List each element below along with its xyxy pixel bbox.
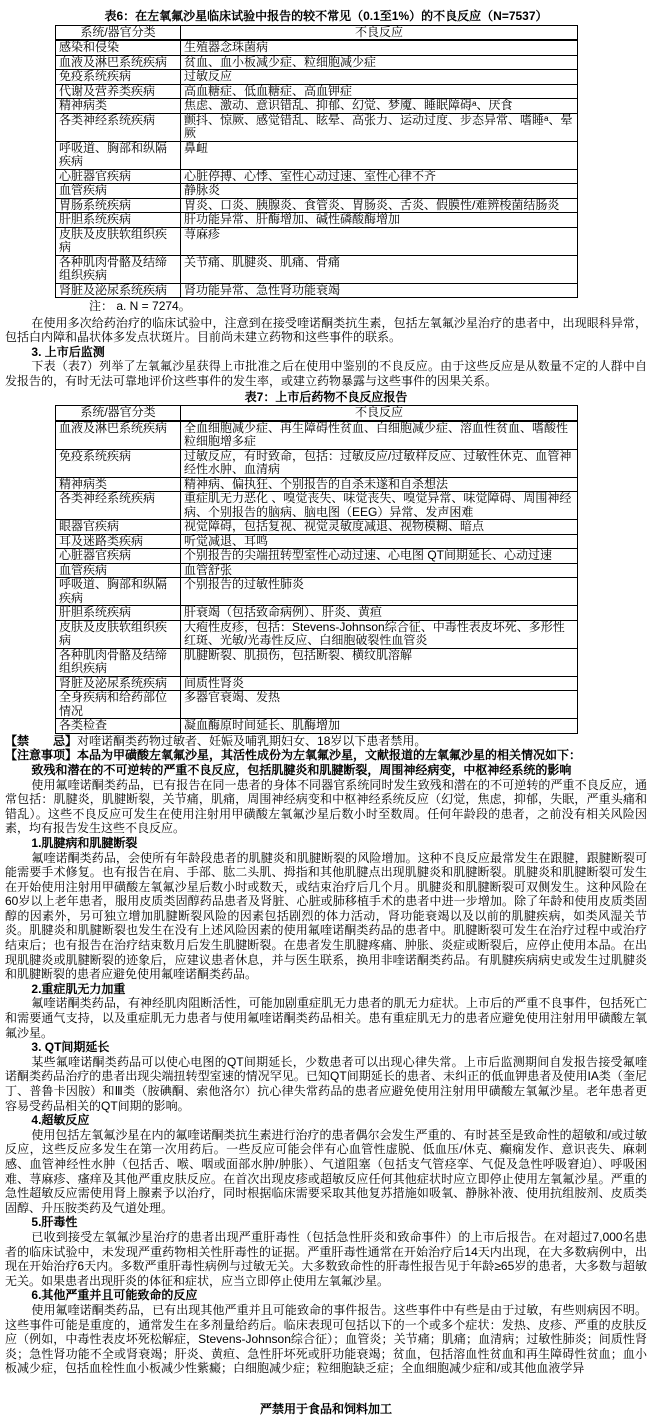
section-heading-hepatotoxicity: 5.肝毒性: [31, 1215, 78, 1230]
organ-cell: 各类检查: [56, 719, 181, 734]
reactions-cell: 大疱性皮疹，包括：Stevens-Johnson综合征、中毒性表皮坏死、多形性红斑、光敏/光毒性反应、白细胞破裂性血管炎: [181, 620, 578, 648]
organ-cell: 血液及淋巴系统疾病: [56, 55, 181, 70]
table-row: [56, 477, 578, 492]
table-row: [56, 719, 578, 734]
section-heading-other-serious: 6.其他严重并且可能致命的反应: [31, 1288, 198, 1303]
table7: [55, 405, 578, 734]
table-row: [56, 578, 578, 606]
section-heading-myasthenia: 2.重症肌无力加重: [31, 981, 126, 996]
precautions-subtitle: 致残和潜在的不可逆转的严重不良反应，包括肌腱炎和肌腱断裂，周围神经病变，中枢神经系统的影响: [31, 762, 572, 777]
reactions-cell: 重症肌无力恶化 、嗅觉丧失、味觉丧失、嗅觉异常、味觉障碍、周围神经病、个别报告的脑病、脑电图（EEG）异常、发声困难: [181, 492, 578, 520]
table6-footnote: 注： a. N = 7274。: [89, 299, 191, 314]
section-heading-postmarketing: 3. 上市后监测: [31, 344, 105, 359]
section-body-tendinopathy: 氟喹诺酮类药品，会使所有年龄段患者的肌腱炎和肌腱断裂的风险增加。这种不良反应最常发生在跟腱，跟腱断裂可能需要手术修复。也有报告在肩、手部、肱二头肌、拇指和其他肌腱点出现肌腱炎和肌腱断裂。肌腱炎和肌腱断裂可发生在开始使用注射用甲磺酸左氧氟沙星后数小时或数天，或结束治疗后几个月。肌腱炎和肌腱断裂可双侧发生。这种风险在60岁以上老年患者，服用皮质类固醇药品患者及肾脏、心脏或肺移植手术的患者中进一步增加。除了年龄和使用皮质类固醇的因素外，另可独立增加肌腱断裂风险的因素包括剧烈的体力活动，肾功能衰竭以及以前的肌腱疾病，如类风湿关节炎。肌腱炎和肌腱断裂也发生在没有上述风险因素的使用氟喹诺酮类药品的患者中。肌腱断裂可发生在治疗过程中或治疗结束后；也有报告在治疗结束数月后发生肌腱断裂。在患者发生肌腱疼痛、肿胀、炎症或断裂后，应停止使用本品。在出现肌腱炎或肌腱断裂的迹象后，应建议患者休息，并与医生联系，换用非喹诺酮类药品。有肌腱疾病病史或发生过肌腱炎和肌腱断裂的患者应避免使用氟喹诺酮类药品。: [5, 850, 647, 982]
table6-title: 表6：在左氧氟沙星临床试验中报告的较不常见（0.1至1%）的不良反应（N=7537）: [104, 9, 548, 23]
organ-cell: 呼吸道、胸部和纵隔疾病: [56, 578, 181, 606]
table7-header-row: [56, 406, 578, 421]
reactions-cell: 多器官衰竭、发热: [181, 691, 578, 719]
table-row: [56, 534, 578, 549]
organ-cell: 血液及淋巴系统疾病: [56, 421, 181, 450]
reactions-cell: 鼻衄: [181, 141, 578, 169]
column-header-organ: 系统/器官分类: [56, 406, 181, 421]
reactions-cell: 过敏反应，有时致命，包括：过敏反应/过敏样反应、过敏性休克、血管神经性水肿、血清病: [181, 449, 578, 477]
contraindication-text: 对喹诺酮类药物过敏者、妊娠及哺乳期妇女、18岁以下患者禁用。: [77, 733, 427, 748]
organ-cell: 各类神经系统疾病: [56, 492, 181, 520]
organ-cell: 眼器官疾病: [56, 520, 181, 535]
precautions-label: 【注意事项】: [5, 748, 78, 763]
reactions-cell: 生殖器念珠菌病: [181, 40, 578, 55]
table-row: [56, 492, 578, 520]
reactions-cell: 过敏反应: [181, 70, 578, 85]
column-header-organ: 系统/器官分类: [56, 25, 181, 40]
organ-cell: 肝胆系统疾病: [56, 213, 181, 228]
organ-cell: 心脏器官疾病: [56, 549, 181, 564]
section-body-qt-prolongation: 某些氟喹诺酮类药品可以使心电图的QT间期延长，少数患者可以出现心律失常。上市后监测期间自发报告接受氟喹诺酮类药品治疗的患者出现尖端扭转型室速的情况罕见。已知QT间期延长的患者、未纠正的低血钾患者及使用IA类（奎尼丁、普鲁卡因胺）和Ⅲ类（胺碘酮、索他洛尔）抗心律失常药品的患者应避免使用注射用甲磺酸左氧氟沙星。老年患者更容易受药品相关的QT间期的影响。: [5, 1054, 647, 1113]
organ-cell: 免疫系统疾病: [56, 449, 181, 477]
table-row: [56, 113, 578, 141]
organ-cell: 代谢及营养类疾病: [56, 84, 181, 99]
organ-cell: 呼吸道、胸部和纵隔疾病: [56, 141, 181, 169]
table-row: [56, 520, 578, 535]
organ-cell: 免疫系统疾病: [56, 70, 181, 85]
paragraph-ocular-findings: 在使用多次给药治疗的临床试验中，注意到在接受喹诺酮类抗生素，包括左氧氟沙星治疗的患者中，出现眼科异常，包括白内障和晶状体多发点状斑片。目前尚未建立药物和这些事件的联系。: [5, 315, 647, 345]
reactions-cell: 颤抖、惊厥、感觉错乱、眩晕、高张力、运动过度、步态异常、嗜睡ᵃ、晕厥: [181, 113, 578, 141]
organ-cell: 肝胆系统疾病: [56, 606, 181, 621]
reactions-cell: 肌腱断裂、肌损伤，包括断裂、横纹肌溶解: [181, 648, 578, 676]
reactions-cell: 视觉障碍，包括复视、视觉灵敏度减退、视物模糊、暗点: [181, 520, 578, 535]
reactions-cell: 肝衰竭（包括致命病例）、肝炎、黄疸: [181, 606, 578, 621]
reactions-cell: 焦虑、激动、意识错乱、抑郁、幻觉、梦魇、睡眠障碍ᵃ、厌食: [181, 99, 578, 114]
organ-cell: 各种肌肉骨骼及结缔组织疾病: [56, 648, 181, 676]
section-heading-hypersensitivity: 4.超敏反应: [31, 1113, 90, 1128]
table-row: [56, 606, 578, 621]
reactions-cell: 关节痛、肌腱炎、肌痛、骨痛: [181, 255, 578, 283]
organ-cell: 全身疾病和给药部位情况: [56, 691, 181, 719]
organ-cell: 感染和侵染: [56, 40, 181, 55]
table-row: [56, 283, 578, 298]
table7-title: 表7：上市后药物不良反应报告: [244, 389, 408, 404]
section-body-myasthenia: 氟喹诺酮类药品，有神经肌肉阻断活性，可能加剧重症肌无力患者的肌无力症状。上市后的严重不良事件，包括死亡和需要通气支持，以及重症肌无力患者与使用氟喹诺酮类药品相关。患有重症肌无力的患者应避免使用注射用甲磺酸左氧氟沙星。: [5, 996, 647, 1040]
reactions-cell: 肝功能异常、肝酶增加、碱性磷酸酶增加: [181, 213, 578, 228]
section-body-hypersensitivity: 使用包括左氧氟沙星在内的氟喹诺酮类抗生素进行治疗的患者偶尔会发生严重的、有时甚至是致命性的超敏和/或过敏反应，这些反应多发生在第一次用药后。一些反应可能会伴有心血管性虚脱、低血压/休克、癫痫发作、意识丧失、麻刺感、血管神经性水肿（包括舌、喉、咽或面部水肿/肿胀）、气道阻塞（包括支气管痉挛、气促及急性呼吸窘迫）、呼吸困难、荨麻疹、瘙痒及其他严重皮肤反应。在首次出现皮疹或超敏反应任何其他症状时应立即停止使用左氧氟沙星。严重的急性超敏反应需使用肾上腺素予以治疗，同时根据临床需要采取其他复苏措施如吸氧、静脉补液、使用抗组胺剂、皮质类固醇、升压胺类药及气道处理。: [5, 1127, 647, 1215]
table-row: [56, 421, 578, 450]
organ-cell: 皮肤及皮肤软组织疾病: [56, 227, 181, 255]
contraindication-label: 【禁 忌】: [5, 733, 78, 748]
table-row: [56, 99, 578, 114]
reactions-cell: 个别报告的尖端扭转型室性心动过速、心电图 QT间期延长、心动过速: [181, 549, 578, 564]
organ-cell: 胃肠系统疾病: [56, 198, 181, 213]
paragraph-table7-intro: 下表（表7）列举了左氧氟沙星获得上市批准之后在使用中鉴别的不良反应。由于这些反应是从数量不定的人群中自发报告的，有时无法可靠地评价这些事件的发生率，或建立药物暴露与这些事件的因果关系。: [5, 359, 647, 389]
section-body-hepatotoxicity: 已收到接受左氧氟沙星治疗的患者出现严重肝毒性（包括急性肝炎和致命事件）的上市后报告。在对超过7,000名患者的临床试验中，未发现严重药物相关性肝毒性的证据。严重肝毒性通常在开始治疗后14天内出现，在大多数病例中，出现在开始治疗6天内。多数严重肝毒性病例与过敏无关。大多数致命性的肝毒性报告见于年龄≥65岁的患者，大多数与超敏无关。如果患者出现肝炎的体征和症状，应当立即停止使用左氧氟沙星。: [5, 1229, 647, 1288]
precautions-intro-line: [5, 748, 647, 763]
reactions-cell: 静脉炎: [181, 184, 578, 199]
reactions-cell: 听觉减退、耳鸣: [181, 534, 578, 549]
table-row: [56, 70, 578, 85]
reactions-cell: 凝血酶原时间延长、肌酶增加: [181, 719, 578, 734]
table-row: [56, 549, 578, 564]
reactions-cell: 个别报告的过敏性肺炎: [181, 578, 578, 606]
table-row: [56, 169, 578, 184]
table6: [55, 25, 578, 299]
table-row: [56, 84, 578, 99]
precautions-intro-body: 使用氟喹诺酮类药品，已有报告在同一患者的身体不同器官系统同时发生致残和潜在的不可逆转的严重不良反应，通常包括：肌腱炎，肌腱断裂，关节痛，肌痛，周围神经病变和中枢神经系统反应（幻觉，焦虑，抑郁，失眠，严重头痛和错乱）。这些不良反应可发生在使用注射用甲磺酸左氧氟沙星后数小时至数周。任何年龄段的患者，之前没有相关风险因素，均有报告发生这些不良反应。: [5, 777, 647, 836]
table-row: [56, 620, 578, 648]
section-heading-qt-prolongation: 3. QT间期延长: [31, 1040, 110, 1055]
table-row: [56, 55, 578, 70]
organ-cell: 精神病类: [56, 477, 181, 492]
table-row: [56, 227, 578, 255]
reactions-cell: 心脏停搏、心悸、室性心动过速、室性心律不齐: [181, 169, 578, 184]
organ-cell: 血管疾病: [56, 563, 181, 578]
contraindication-line: [5, 734, 647, 749]
reactions-cell: 胃炎、口炎、胰腺炎、食管炎、胃肠炎、舌炎、假膜性/难辨梭菌结肠炎: [181, 198, 578, 213]
organ-cell: 各种肌肉骨骼及结缔组织疾病: [56, 255, 181, 283]
table-row: [56, 184, 578, 199]
precautions-intro-text: 本品为甲磺酸左氧氟沙星，其活性成份为左氧氟沙星，文献报道的左氧氟沙星的相关情况如下：: [77, 748, 582, 763]
reactions-cell: 精神病、偏执狂、个别报告的自杀未遂和自杀想法: [181, 477, 578, 492]
column-header-reactions: 不良反应: [181, 406, 578, 421]
table6-header-row: [56, 25, 578, 40]
organ-cell: 肾脏及泌尿系统疾病: [56, 283, 181, 298]
table-row: [56, 213, 578, 228]
organ-cell: 各类神经系统疾病: [56, 113, 181, 141]
table-row: [56, 255, 578, 283]
table-row: [56, 198, 578, 213]
column-header-reactions: 不良反应: [181, 25, 578, 40]
reactions-cell: 荨麻疹: [181, 227, 578, 255]
table-row: [56, 648, 578, 676]
reactions-cell: 全血细胞减少症、再生障碍性贫血、白细胞减少症、溶血性贫血、嗜酸性粒细胞增多症: [181, 421, 578, 450]
organ-cell: 心脏器官疾病: [56, 169, 181, 184]
section-heading-tendinopathy: 1.肌腱病和肌腱断裂: [31, 835, 138, 850]
organ-cell: 耳及迷路类疾病: [56, 534, 181, 549]
reactions-cell: 贫血、血小板减少症、粒细胞减少症: [181, 55, 578, 70]
table-row: [56, 676, 578, 691]
reactions-cell: 肾功能异常、急性肾功能衰竭: [181, 283, 578, 298]
section-body-other-serious: 使用氟喹诺酮类药品，已有出现其他严重并且可能致命的事件报告。这些事件中有些是由于过敏，有些则病因不明。这些事件可能是重度的，通常发生在多剂量给药后。临床表现可包括以下的一个或多个症状：发热、皮疹、严重的皮肤反应（例如，中毒性表皮坏死松解症，Stevens-Johnson综合征）；血管炎；关节痛；肌痛；血清病；过敏性肺炎；间质性肾炎；急性肾功能不全或肾衰竭；肝炎、黄疸、急性肝坏死或肝功能衰竭；贫血，包括溶血性贫血和再生障碍性贫血；血小板减少症，包括血栓性血小板减少性紫癜；白细胞减少症；粒细胞缺乏症；全血细胞减少症和/或其他血液学异: [5, 1302, 647, 1376]
footer-warning: 严禁用于食品和饲料加工: [259, 1401, 392, 1416]
reactions-cell: 间质性肾炎: [181, 676, 578, 691]
table-row: [56, 141, 578, 169]
table-row: [56, 691, 578, 719]
table-row: [56, 449, 578, 477]
table-row: [56, 563, 578, 578]
table-row: [56, 40, 578, 55]
organ-cell: 肾脏及泌尿系统疾病: [56, 676, 181, 691]
reactions-cell: 血管舒张: [181, 563, 578, 578]
organ-cell: 血管疾病: [56, 184, 181, 199]
organ-cell: 皮肤及皮肤软组织疾病: [56, 620, 181, 648]
organ-cell: 精神病类: [56, 99, 181, 114]
reactions-cell: 高血糖症、低血糖症、高血钾症: [181, 84, 578, 99]
